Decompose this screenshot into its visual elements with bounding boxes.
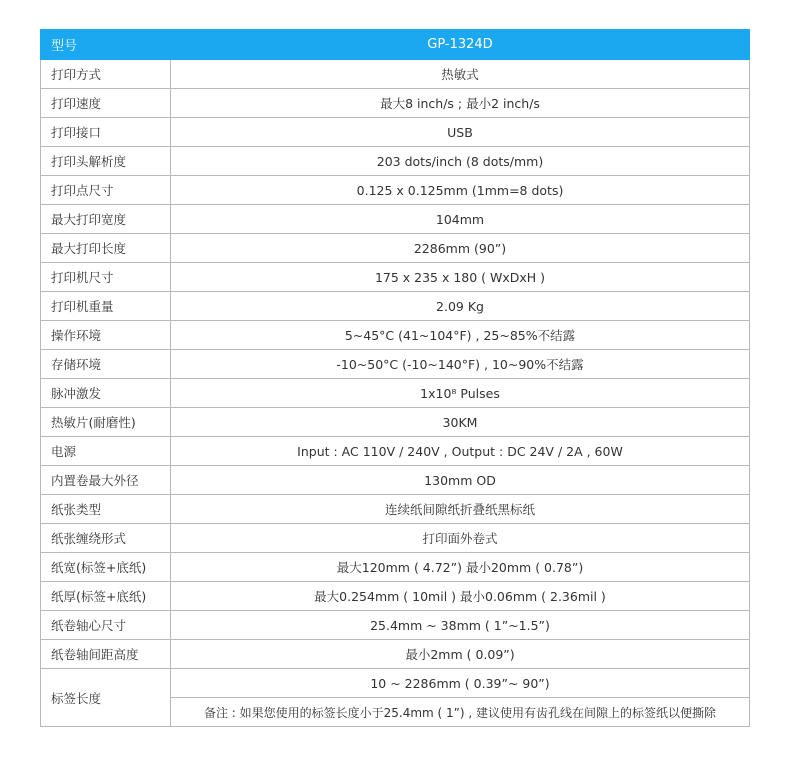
row-value: 最小2mm ( 0.09”) bbox=[171, 640, 750, 669]
table-row bbox=[41, 466, 750, 495]
table-row bbox=[41, 321, 750, 350]
row-label: 纸卷轴间距高度 bbox=[41, 640, 171, 669]
table-row bbox=[41, 205, 750, 234]
table-row bbox=[41, 176, 750, 205]
label-length-note: 备注 : 如果您使用的标签长度小于25.4mm ( 1”) , 建议使用有齿孔线在间隙上的标签纸以便撕除 bbox=[171, 698, 750, 727]
row-label: 打印点尺寸 bbox=[41, 176, 171, 205]
row-value: 最大0.254mm ( 10mil ) 最小0.06mm ( 2.36mil ) bbox=[171, 582, 750, 611]
row-label: 内置卷最大外径 bbox=[41, 466, 171, 495]
header-row bbox=[41, 30, 750, 60]
table-row bbox=[41, 408, 750, 437]
row-value: 最大120mm ( 4.72”) 最小20mm ( 0.78”) bbox=[171, 553, 750, 582]
table-row bbox=[41, 379, 750, 408]
table-row bbox=[41, 89, 750, 118]
table-row bbox=[41, 292, 750, 321]
row-value: USB bbox=[171, 118, 750, 147]
row-label: 打印头解析度 bbox=[41, 147, 171, 176]
header-model: GP-1324D bbox=[171, 30, 750, 60]
row-label: 打印接口 bbox=[41, 118, 171, 147]
row-value: 0.125 x 0.125mm (1mm=8 dots) bbox=[171, 176, 750, 205]
label-length-label: 标签长度 bbox=[41, 669, 171, 727]
row-label: 存储环境 bbox=[41, 350, 171, 379]
table-row bbox=[41, 437, 750, 466]
row-value: 203 dots/inch (8 dots/mm) bbox=[171, 147, 750, 176]
row-value: Input : AC 110V / 240V , Output : DC 24V / 2A , 60W bbox=[171, 437, 750, 466]
row-value: 热敏式 bbox=[171, 60, 750, 89]
table-row bbox=[41, 350, 750, 379]
row-label: 打印方式 bbox=[41, 60, 171, 89]
row-value: 打印面外卷式 bbox=[171, 524, 750, 553]
row-value: -10~50°C (-10~140°F) , 10~90%不结露 bbox=[171, 350, 750, 379]
row-value: 5~45°C (41~104°F) , 25~85%不结露 bbox=[171, 321, 750, 350]
row-value: 104mm bbox=[171, 205, 750, 234]
row-label: 操作环境 bbox=[41, 321, 171, 350]
row-label: 纸张类型 bbox=[41, 495, 171, 524]
row-value: 2286mm (90”) bbox=[171, 234, 750, 263]
spec-table bbox=[40, 29, 750, 727]
row-value: 2.09 Kg bbox=[171, 292, 750, 321]
row-label: 纸宽(标签+底纸) bbox=[41, 553, 171, 582]
table-row bbox=[41, 118, 750, 147]
row-label: 最大打印宽度 bbox=[41, 205, 171, 234]
row-label: 打印机尺寸 bbox=[41, 263, 171, 292]
row-label: 打印速度 bbox=[41, 89, 171, 118]
table-row bbox=[41, 495, 750, 524]
row-label: 纸卷轴心尺寸 bbox=[41, 611, 171, 640]
row-label: 最大打印长度 bbox=[41, 234, 171, 263]
row-value: 25.4mm ~ 38mm ( 1”~1.5”) bbox=[171, 611, 750, 640]
table-row bbox=[41, 611, 750, 640]
row-value: 1x10⁸ Pulses bbox=[171, 379, 750, 408]
table-row bbox=[41, 640, 750, 669]
row-value: 最大8 inch/s ; 最小2 inch/s bbox=[171, 89, 750, 118]
table-row bbox=[41, 60, 750, 89]
table-row-label-length bbox=[41, 669, 750, 698]
table-row bbox=[41, 234, 750, 263]
row-label: 热敏片(耐磨性) bbox=[41, 408, 171, 437]
row-label: 纸张缠绕形式 bbox=[41, 524, 171, 553]
row-label: 打印机重量 bbox=[41, 292, 171, 321]
label-length-value: 10 ~ 2286mm ( 0.39”~ 90”) bbox=[171, 669, 750, 698]
row-label: 电源 bbox=[41, 437, 171, 466]
table-row bbox=[41, 263, 750, 292]
table-row bbox=[41, 582, 750, 611]
row-label: 脉冲激发 bbox=[41, 379, 171, 408]
header-label: 型号 bbox=[41, 30, 171, 60]
table-row bbox=[41, 524, 750, 553]
row-value: 连续纸间隙纸折叠纸黑标纸 bbox=[171, 495, 750, 524]
row-label: 纸厚(标签+底纸) bbox=[41, 582, 171, 611]
row-value: 175 x 235 x 180 ( WxDxH ) bbox=[171, 263, 750, 292]
row-value: 130mm OD bbox=[171, 466, 750, 495]
table-row bbox=[41, 553, 750, 582]
row-value: 30KM bbox=[171, 408, 750, 437]
table-row bbox=[41, 147, 750, 176]
